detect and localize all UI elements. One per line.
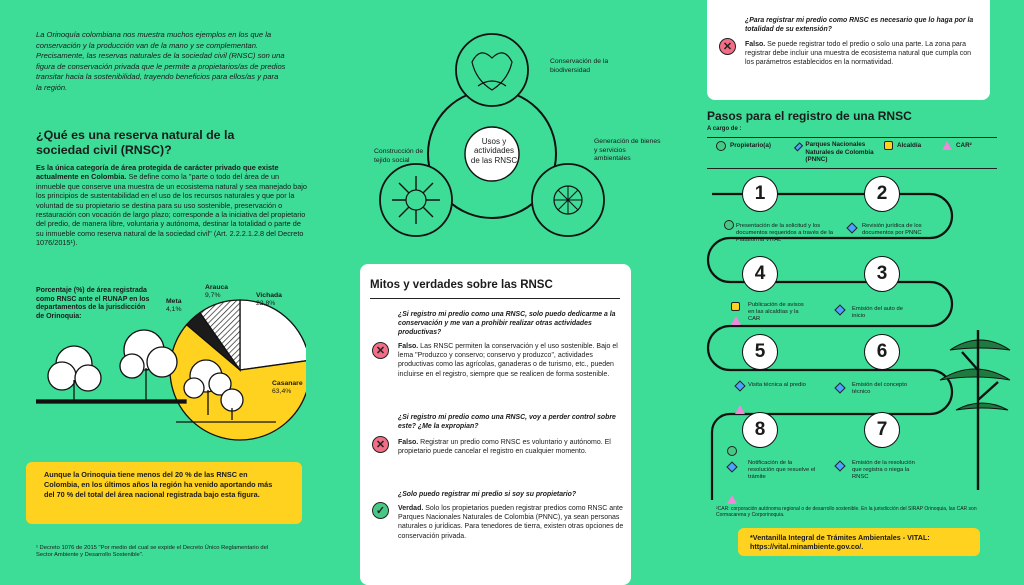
pie-label-arauca: Arauca 9,7%: [205, 284, 229, 299]
step-4-number: 4: [742, 256, 778, 292]
tree-illustration: [910, 290, 1020, 490]
myth-3-question: ¿Solo puedo registrar mi predio si soy su propietario?: [398, 491, 577, 498]
diagram-center-label: Usos y actividades de las RNSC: [470, 137, 518, 165]
pie-label-meta: Meta 4,1%: [166, 298, 182, 313]
legend-car: CAR²: [942, 141, 972, 150]
owner-icon: [716, 141, 726, 151]
car-icon: [727, 495, 737, 504]
myth-1-question: ¿Si registro mi predio como una RNSC, solo puedo dedicarme a la conservación y me van a prohibir realizar otras actividades productivas?: [398, 311, 616, 336]
false-icon: ✕: [372, 342, 389, 359]
step-5-number: 5: [742, 334, 778, 370]
myths-card: [360, 264, 631, 585]
myth-3-answer: Verdad. Solo los propietarios pueden registrar predios como RNSC ante Parques Nacionales Naturales de Colombia (PNNC), ya sean personas naturales o jurídicas. Para tenedores de tierra, existen otras opciones de conservación privada.: [398, 505, 624, 540]
car-icon: [942, 141, 952, 150]
yellow-note: Aunque la Orinoquia tiene menos del 20 % de las RNSC en Colombia, en los últimos años la región ha venido aportando más del 70 % del total del área nacional registrada bajo esta figura.: [26, 462, 302, 524]
step-4-text: Publicación de avisos en las alcaldías y la CAR: [748, 302, 804, 322]
step-7-number: 7: [864, 412, 900, 448]
step-7-text: Emisión de la resolución que registra o niega la RNSC: [852, 460, 915, 480]
step-8-number: 8: [742, 412, 778, 448]
pie-label-vichada: Vichada 22,8%: [256, 292, 282, 307]
legend-pnnc: Parques Nacionales Naturales de Colombia (PNNC): [796, 141, 892, 164]
car-icon: [731, 316, 741, 325]
intro-text: La Orinoquía colombiana nos muestra muchos ejemplos en los que la conservación y la producción van de la mano y se complementan. Precisamente, las reservas naturales de la sociedad civil (RNSC) son una figura de conservación privada que le permite a propietarios/as de predios transitar hacia la sostenibilidad, trayendo beneficios para ellos/as y para la región.: [36, 30, 286, 92]
top-question-card: [707, 0, 990, 100]
pie-slice-vichada: [240, 300, 306, 370]
step-6-number: 6: [864, 334, 900, 370]
step-8-text: Notificación de la resolución que resuelve el trámite: [748, 460, 816, 480]
diagram-label-services: Generación de bienes y servicios ambientales: [594, 138, 661, 162]
alcaldia-icon: [884, 141, 893, 150]
steps-title: Pasos para el registro de una RNSC: [707, 109, 912, 123]
pnnc-icon: [794, 142, 803, 151]
owner-icon: [724, 220, 734, 230]
step-3-text: Emisión del auto de inicio: [852, 306, 903, 319]
false-icon: ✕: [372, 436, 389, 453]
step-3-number: 3: [864, 256, 900, 292]
definition-text: Se define como la "parte o todo del área de un inmueble que conserve una muestra de un ecosistema natural y sea manejado bajo los principios de sustentabilidad en el uso de los recursos naturales y que por la voluntad de su propietario se destina para su uso sostenible, preservación o restauración con vocación de largo plazo; corresponde a la iniciativa del propietario del predio, de manera libre, voluntaria y autónoma, destinar la totalidad o parte de su inmueble como reserva natural de la sociedad civil": [36, 172, 307, 238]
step-5-text: Visita técnica al predio: [748, 382, 806, 388]
pie-chart-label: Porcentaje (%) de área registrada como RNSC ante el RUNAP en los departamentos de la jurisdicción de Orinoquia:: [36, 287, 150, 320]
myths-title: Mitos y verdades sobre las RNSC: [370, 279, 553, 291]
step-2-text: Revisión jurídica de los documentos por PNNC: [862, 223, 922, 236]
false-icon: ✕: [719, 38, 736, 55]
section-title-what-is-rnsc: ¿Qué es una reserva natural de la sociedad civil (RNSC)?: [36, 128, 235, 157]
in-charge-label: A cargo de :: [707, 126, 742, 132]
footnote: ¹ Decreto 1076 de 2015 "Por medio del cual se expide el Decreto Único Reglamentario del Sector Ambiente y Desarrollo Sostenible".: [36, 545, 269, 559]
pie-label-casanare: Casanare 63,4%: [272, 380, 303, 395]
step-6-text: Emisión del concepto técnico: [852, 382, 908, 395]
top-card-answer: Falso. Se puede registrar todo el predio o solo una parte. La zona para registrar debe incluir una muestra de ecosistema natural que cumpla con los parámetros establecidos en la normatividad.: [745, 41, 972, 67]
legend-owner: Propietario(a): [716, 141, 771, 151]
owner-icon: [727, 446, 737, 456]
myth-2-answer: Falso. Registrar un predio como RNSC es voluntario y autónomo. El propietario puede cancelar el registro en cualquier momento.: [398, 439, 611, 456]
legend-alcaldia: Alcaldía: [884, 141, 921, 150]
alcaldia-icon: [731, 302, 740, 311]
biodiversity-icon: [456, 34, 528, 106]
vital-link-box[interactable]: *Ventanilla Integral de Trámites Ambientales - VITAL: https://vital.minambiente.gov.co/.: [738, 528, 980, 556]
diagram-label-biodiversity: Conservación de la biodiversidad: [550, 58, 609, 74]
step-1-number: 1: [742, 176, 778, 212]
myth-2-question: ¿Si registro mi predio como una RNSC, voy a perder control sobre este? ¿Me la expropian?: [398, 414, 616, 430]
diagram-label-social: Construcción de tejido social: [374, 148, 424, 164]
step-1-text: Presentación de la solicitud y los documentos requeridos a través de la Plataforma VITAL*: [736, 223, 833, 243]
step-2-number: 2: [864, 176, 900, 212]
car-icon: [735, 405, 745, 414]
definition-ref: (Art. 2.2.2.1.2.8 del Decreto 1076/2015¹).: [36, 228, 304, 248]
true-icon: ✓: [372, 502, 389, 519]
definition-bold: Es la única categoría de área protegida de carácter privado que existe actualmente en Colombia.: [36, 163, 279, 182]
definition-paragraph: [36, 163, 308, 248]
myth-1-answer: Falso. Las RNSC permiten la conservación y el uso sostenible. Bajo el lema "Produzco y conservo; conservo y produzco", actividades productivas como las agrícolas, ganaderas o de turismo, etc., pueden incluirse en el registro, siempre que se realicen de forma sostenible.: [398, 343, 618, 378]
car-footnote: ²CAR: corporación autónoma regional o de desarrollo sostenible. En la jurisdicción del SIRAP Orinoquia, las CAR son Cormacarena y Corporinoquia.: [716, 506, 977, 519]
top-card-question: ¿Para registrar mi predio como RNSC es necesario que lo haga por la totalidad de su extensión?: [745, 17, 974, 33]
